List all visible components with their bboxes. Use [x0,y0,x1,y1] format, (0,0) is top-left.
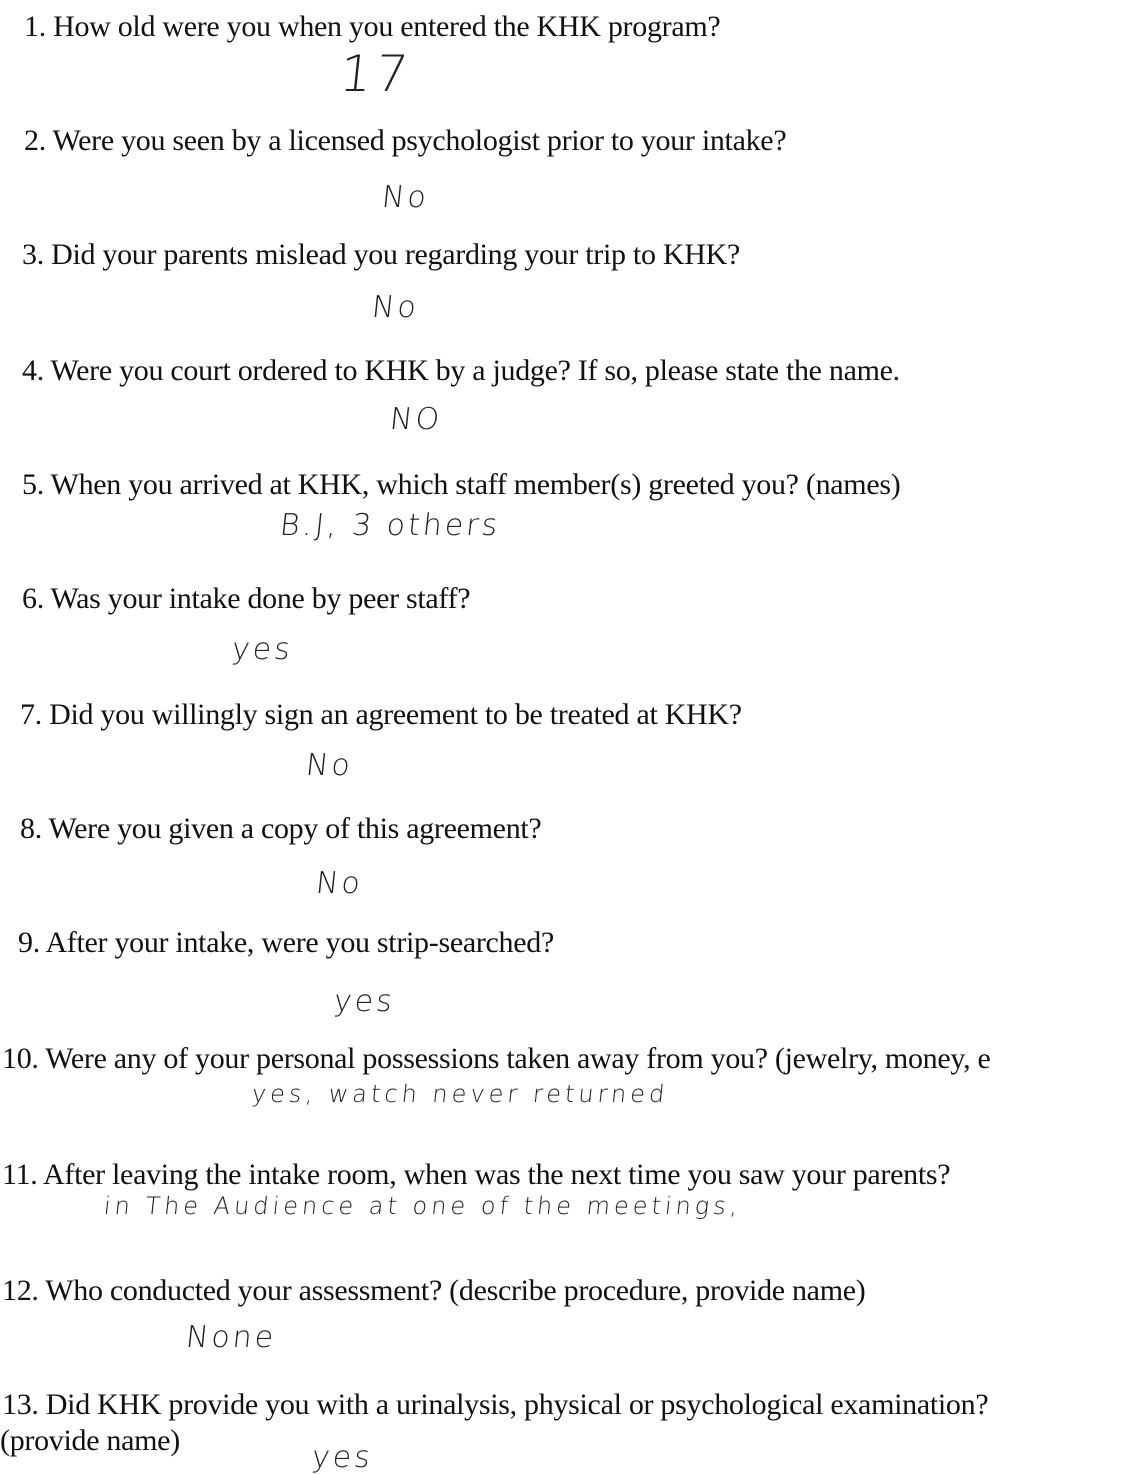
question-5: 5. When you arrived at KHK, which staff member(s) greeted you? (names) [22,468,901,501]
answer-8: No [314,866,365,901]
answer-9: yes [332,984,397,1019]
answer-11: in The Audience at one of the meetings, [102,1192,743,1220]
question-12: 12. Who conducted your assessment? (describe procedure, provide name) [2,1274,866,1307]
question-13: 13. Did KHK provide you with a urinalysis, physical or psychological examination? [2,1388,989,1421]
answer-12: None [184,1320,279,1355]
answer-4: NO [388,402,444,437]
question-6: 6. Was your intake done by peer staff? [22,582,471,615]
answer-2: No [380,180,431,215]
answer-6: yes [230,632,295,667]
question-2: 2. Were you seen by a licensed psychologist prior to your intake? [24,124,787,157]
question-7: 7. Did you willingly sign an agreement to be treated at KHK? [20,698,742,731]
question-4: 4. Were you court ordered to KHK by a judge? If so, please state the name. [22,354,900,387]
question-1: 1. How old were you when you entered the KHK program? [24,10,721,43]
answer-13: yes [310,1440,375,1475]
answer-1: 17 [336,45,415,103]
question-8: 8. Were you given a copy of this agreement? [20,812,542,845]
question-11: 11. After leaving the intake room, when was the next time you saw your parents? [2,1158,951,1191]
question-10: 10. Were any of your personal possessions taken away from you? (jewelry, money, e [2,1042,991,1075]
answer-7: No [304,748,355,783]
answer-10: yes, watch never returned [250,1080,670,1108]
question-13-continued: (provide name) [0,1424,180,1457]
answer-3: No [370,290,421,325]
question-9: 9. After your intake, were you strip-searched? [18,926,554,959]
answer-5: B.J, 3 others [278,508,503,543]
question-3: 3. Did your parents mislead you regarding your trip to KHK? [22,238,740,271]
